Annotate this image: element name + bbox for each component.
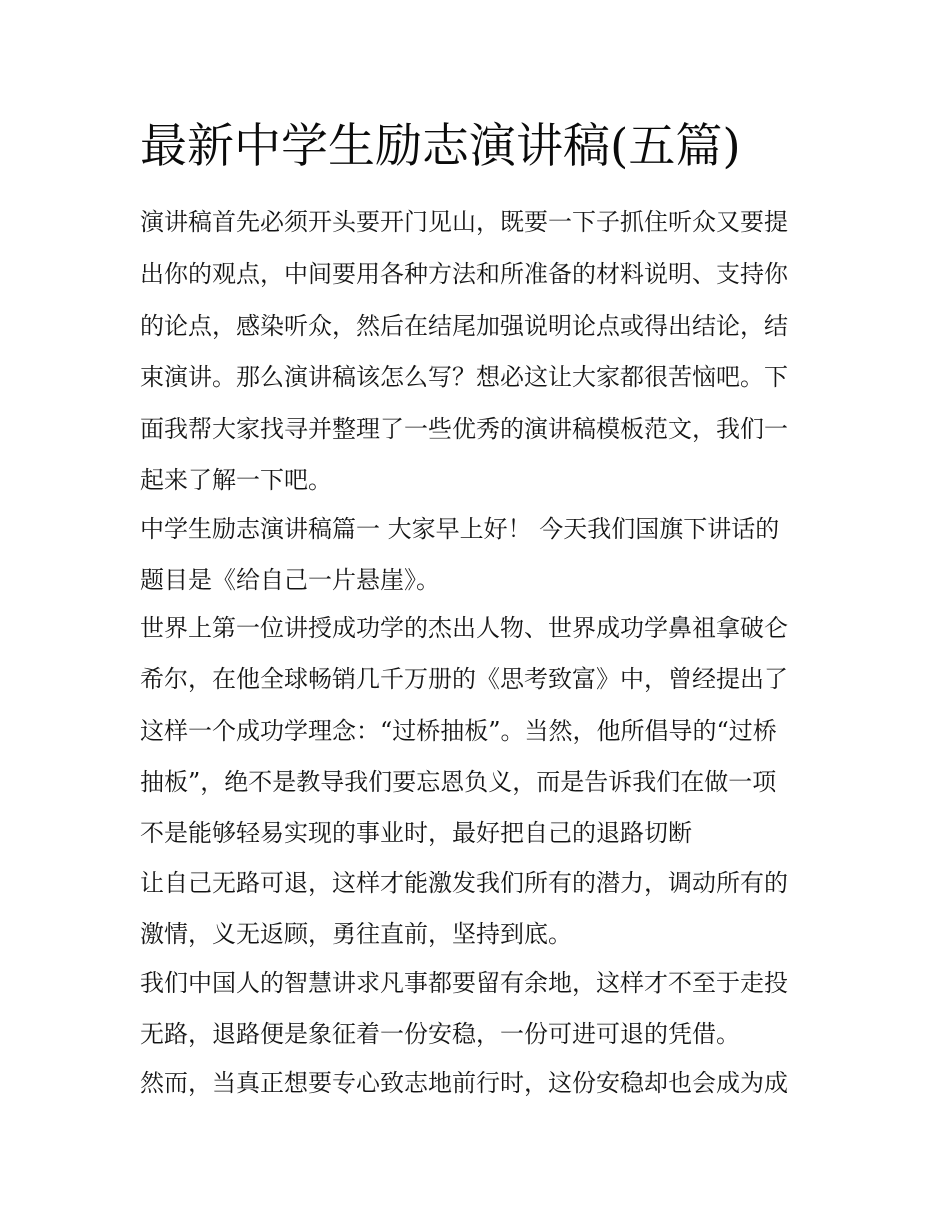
body-line: 希尔，在他全球畅销几千万册的《思考致富》中，曾经提出了 [140,665,788,693]
body-line: 无路，退路便是象征着一份安稳，一份可进可退的凭借。 [140,1020,740,1048]
body-line: 这样一个成功学理念：“过桥抽板”。当然，他所倡导的“过桥 [140,717,777,745]
body-line: 出你的观点，中间要用各种方法和所准备的材料说明、支持你 [140,260,788,288]
body-line: 不是能够轻易实现的事业时，最好把自己的退路切断 [140,819,692,847]
body-line: 世界上第一位讲授成功学的杰出人物、世界成功学鼻祖拿破仑 [140,614,788,642]
body-line: 激情，义无返顾，勇往直前，坚持到底。 [140,920,572,948]
body-line: 题目是《给自己一片悬崖》。 [140,566,440,594]
body-line: 的论点，感染听众，然后在结尾加强说明论点或得出结论，结 [140,312,788,340]
body-line: 束演讲。那么演讲稿该怎么写？想必这让大家都很苦恼吧。下 [140,363,788,391]
body-line: 抽板”，绝不是教导我们要忘恩负义，而是告诉我们在做一项 [140,768,777,796]
body-line: 演讲稿首先必须开头要开门见山，既要一下子抓住听众又要提 [140,208,788,236]
body-line: 然而，当真正想要专心致志地前行时，这份安稳却也会成为成 [140,1069,788,1097]
body-line: 让自己无路可退，这样才能激发我们所有的潜力，调动所有的 [140,869,788,897]
body-line: 面我帮大家找寻并整理了一些优秀的演讲稿模板范文，我们一 [140,415,788,443]
body-line: 起来了解一下吧。 [140,466,332,494]
body-line: 中学生励志演讲稿篇一 大家早上好！ 今天我们国旗下讲话的 [140,515,780,543]
document-title: 最新中学生励志演讲稿(五篇) [140,119,741,174]
body-line: 我们中国人的智慧讲求凡事都要留有余地，这样才不至于走投 [140,969,788,997]
